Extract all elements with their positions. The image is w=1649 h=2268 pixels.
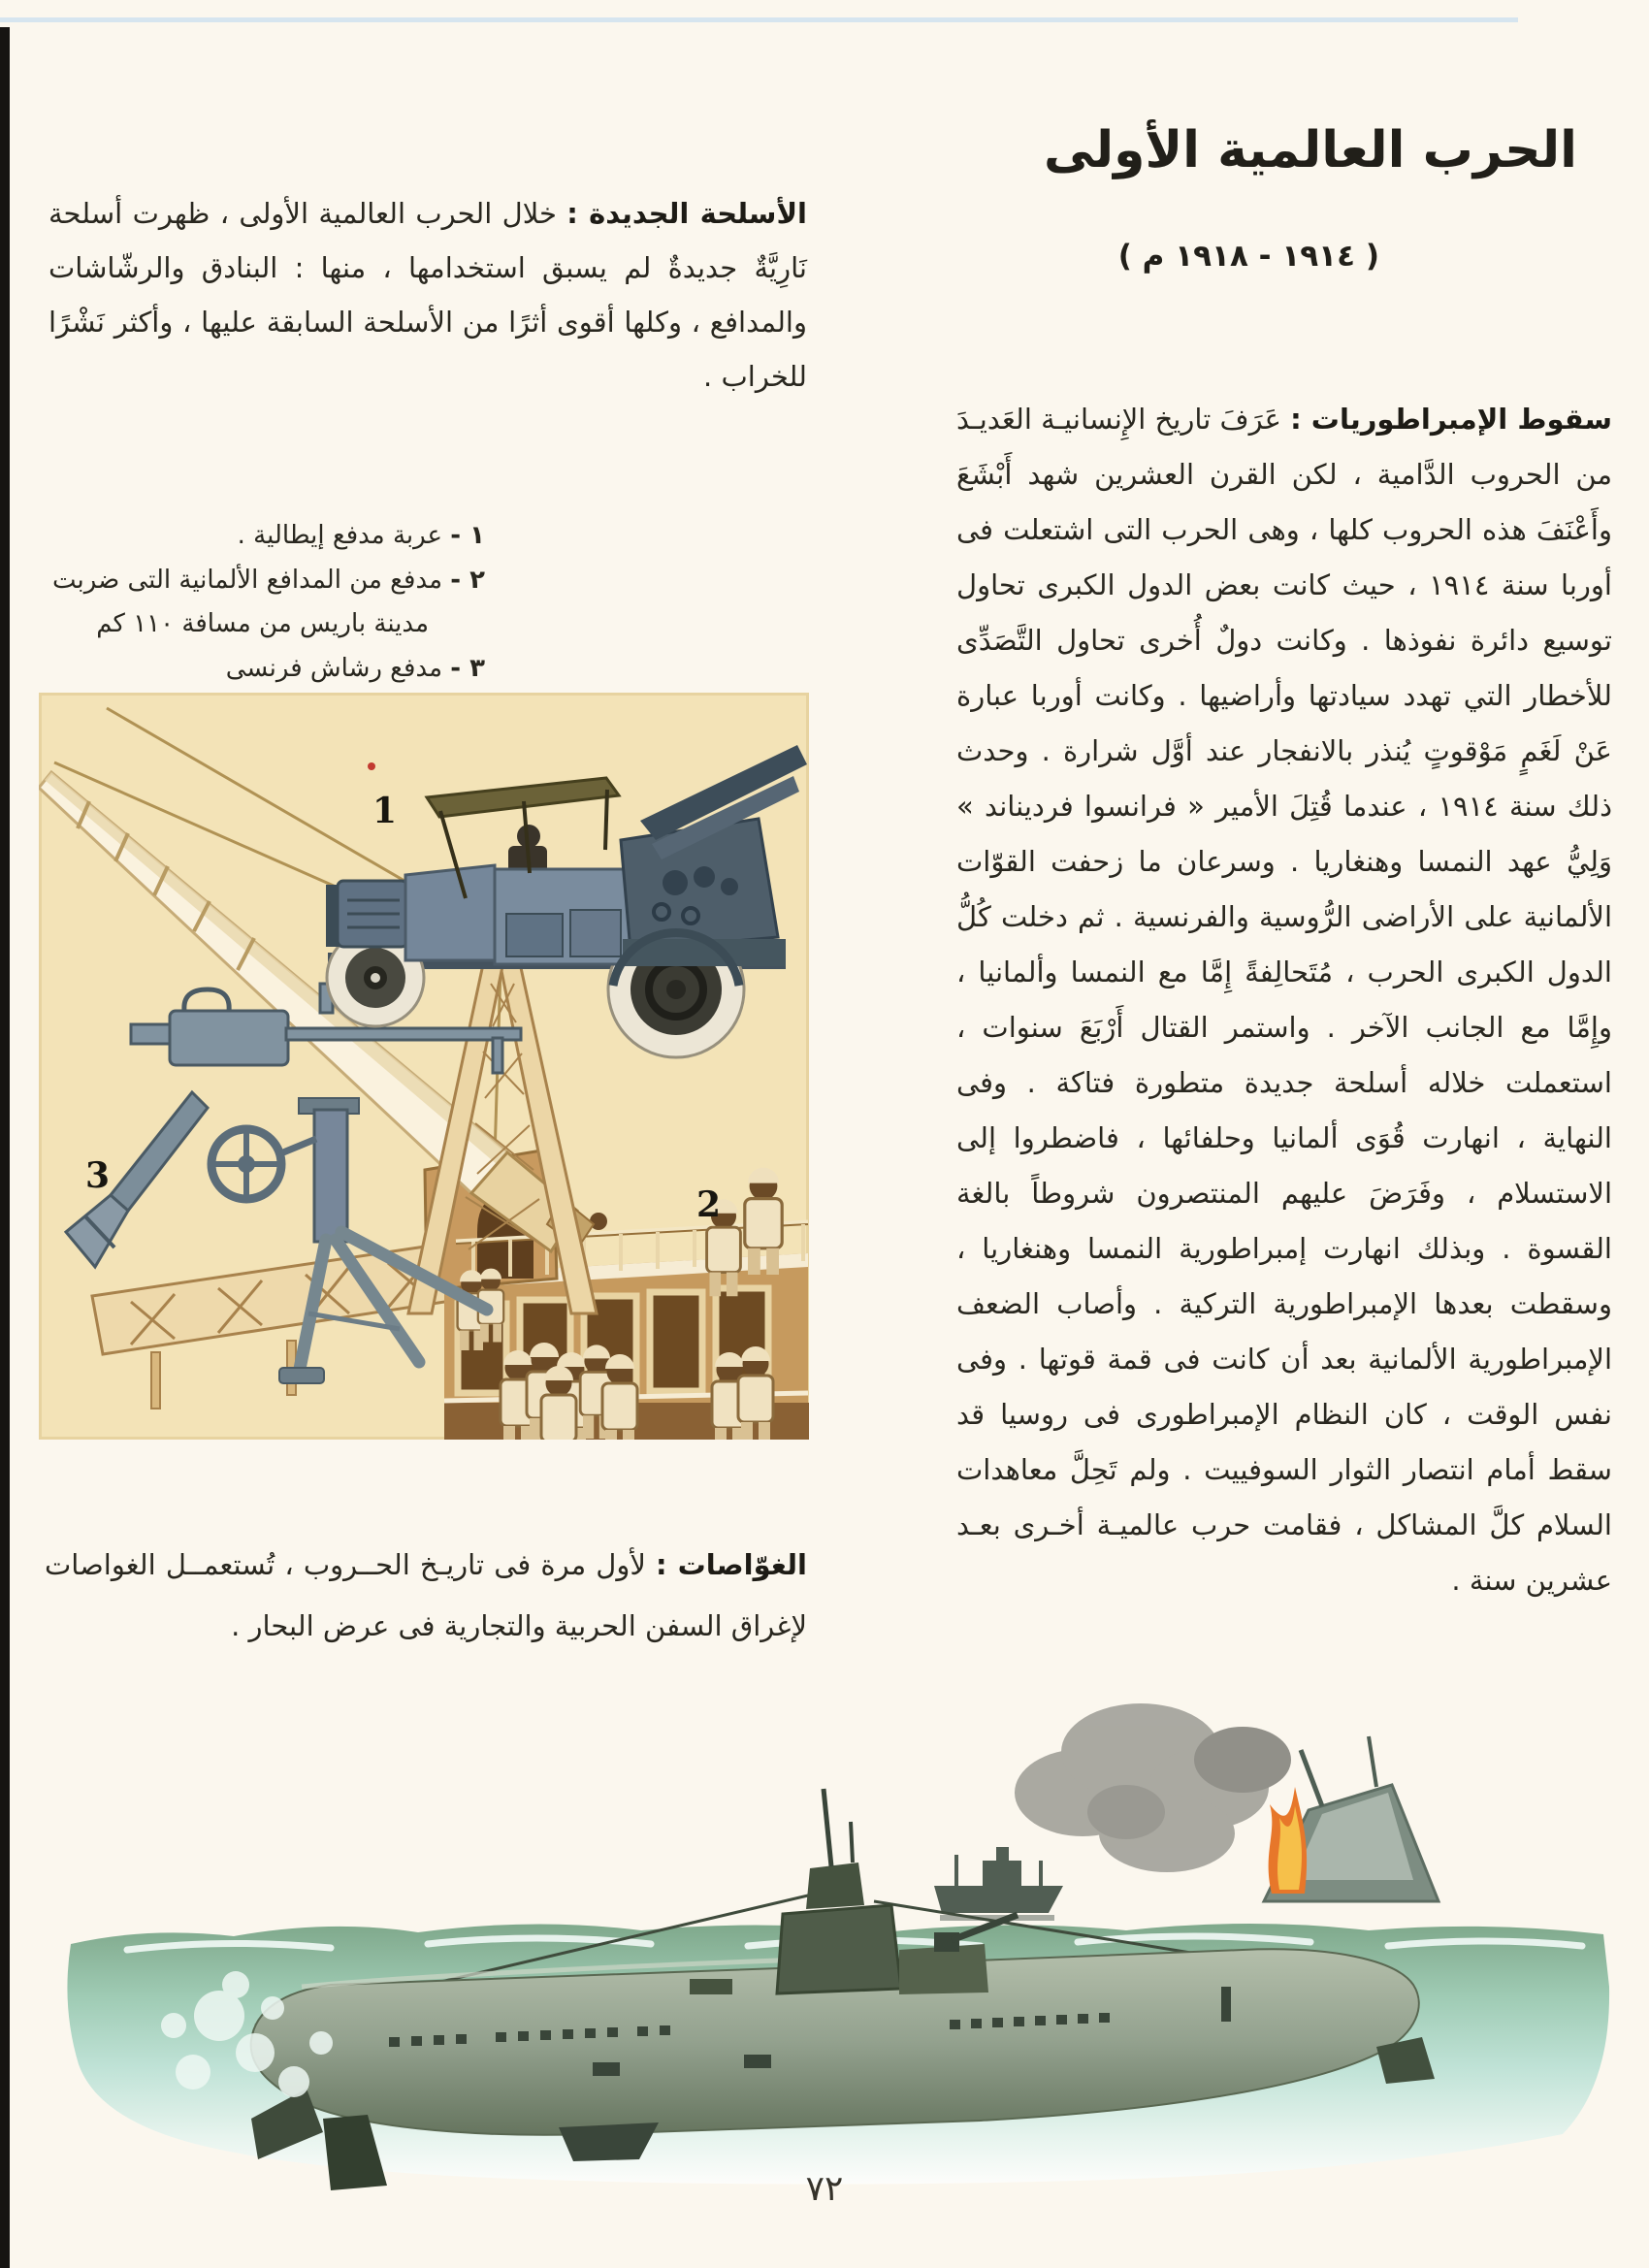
scan-artifact-line — [0, 17, 1518, 22]
article-fall-of-empires-heading: سقوط الإمبراطوريات : — [1290, 403, 1613, 436]
label-1-truck: 1 — [372, 791, 398, 831]
caption-3-text: مدفع رشاش فرنسى — [225, 654, 443, 683]
article-new-weapons — [48, 186, 807, 404]
caption-item-3 — [50, 647, 485, 691]
page-edge-band — [0, 27, 10, 2268]
smoke-plume — [1015, 1703, 1291, 1872]
caption-item-1 — [50, 514, 485, 558]
article-submarines-heading: الغوّاصات : — [656, 1548, 807, 1581]
submarine-illustration-svg — [10, 1696, 1649, 2198]
article-fall-of-empires-body: عَرَفَ تاريخ الإِنسانيـة العَديـدَ من الحروب الدَّامية ، لكن القرن العشرين شهد أَبْشَعَ وأَعْنَفَ هذه الحروب كلها ، وهى الحرب التى اشتعلت فى أوربا سنة ١٩١٤ ، حيث كانت بعض الدول الكبرى تحاول توسيع دائرة نفوذها . وكانت دولٌ أُخرى تحاول التَّصَدِّى للأخطار التي تهدد سيادتها وأراضيها . وكانت أوربا عبارة عَنْ لَغَمٍ مَوْقوتٍ يُنذر بالانفجار عند أوَّل شرارة . وحدث ذلك سنة ١٩١٤ ، عندما قُتِلَ الأمير « فرانسوا فرديناند » وَلِيُّ عهد النمسا وهنغاريا . وسرعان ما زحفت القوّات الألمانية على الأراضى الرُّوسية والفرنسية . ثم دخلت كُلُّ الدول الكبرى الحرب ، مُتَحالِفةً إِمَّا مع النمسا وألمانيا ، وإِمَّا مع الجانب الآخر . واستمر القتال أَرْبَعَ سنوات ، استعملت خلاله أسلحة جديدة متطورة فتاكة . وفى النهاية ، انهارت قُوَى ألمانيا وحلفائها ، فاضطروا إلى الاستسلام ، وفَرَضَ عليهم المنتصرون شروطاً بالغة القسوة . وبذلك انهارت إمبراطورية النمسا وهنغاريا ، وسقطت بعدها الإمبراطورية التركية . وأصاب الضعف الإمبراطورية الألمانية بعد أن كانت فى قمة قوتها . وفى نفس الوقت ، كان النظام الإمبراطورى فى روسيا قد سقط أمام انتصار الثوار السوفييت . ولم تَحِلَّ معاهدات السلام كلَّ المشاكل ، فقامت حرب عالميـة أخـرى بعـد عشرين سنة . — [956, 403, 1612, 1597]
page-title: الحرب العالمية الأولى — [1043, 120, 1577, 179]
figure-caption-list — [50, 514, 485, 692]
caption-2-number: ٢ - — [450, 566, 485, 595]
red-fleck — [368, 762, 375, 770]
weapons-illustration-svg — [39, 693, 809, 1440]
article-submarines-body: لأول مرة فى تاريـخ الحــروب ، تُستعمــل الغواصات لإغراق السفن الحربية والتجارية فى عرض البحار . — [45, 1548, 807, 1642]
caption-item-2 — [50, 559, 485, 646]
periscope — [824, 1789, 831, 1866]
page-number: ٧٢ — [805, 2169, 844, 2209]
page-subtitle-dates: ( ١٩١٤ - ١٩١٨ م ) — [1117, 239, 1379, 274]
article-new-weapons-heading: الأسلحة الجديدة : — [566, 197, 807, 230]
caption-1-number: ١ - — [450, 521, 485, 550]
article-fall-of-empires — [956, 392, 1612, 1608]
article-new-weapons-body: خلال الحرب العالمية الأولى ، ظهرت أسلحة نَارِيَّةٌ جديدةٌ لم يسبق استخدامها ، منها : البنادق والرشّاشات والمدافع ، وكلها أقوى أثرًا من الأسلحة السابقة عليها ، وأكثر نَشْرًا للخراب . — [48, 197, 807, 393]
caption-2-text: مدفع من المدافع الألمانية التى ضربت مدينة باريس من مسافة ١١٠ كم — [52, 566, 443, 638]
cargo-ship — [934, 1847, 1063, 1921]
caption-3-number: ٣ - — [450, 654, 485, 683]
caption-1-text: عربة مدفع إيطالية . — [237, 521, 443, 550]
article-submarines — [45, 1535, 807, 1657]
label-3-machine-gun: 3 — [85, 1155, 111, 1196]
weapons-illustration — [39, 693, 809, 1440]
submarine-illustration — [10, 1696, 1649, 2198]
conning-tower — [777, 1789, 901, 1993]
label-2-paris-gun: 2 — [696, 1184, 722, 1225]
